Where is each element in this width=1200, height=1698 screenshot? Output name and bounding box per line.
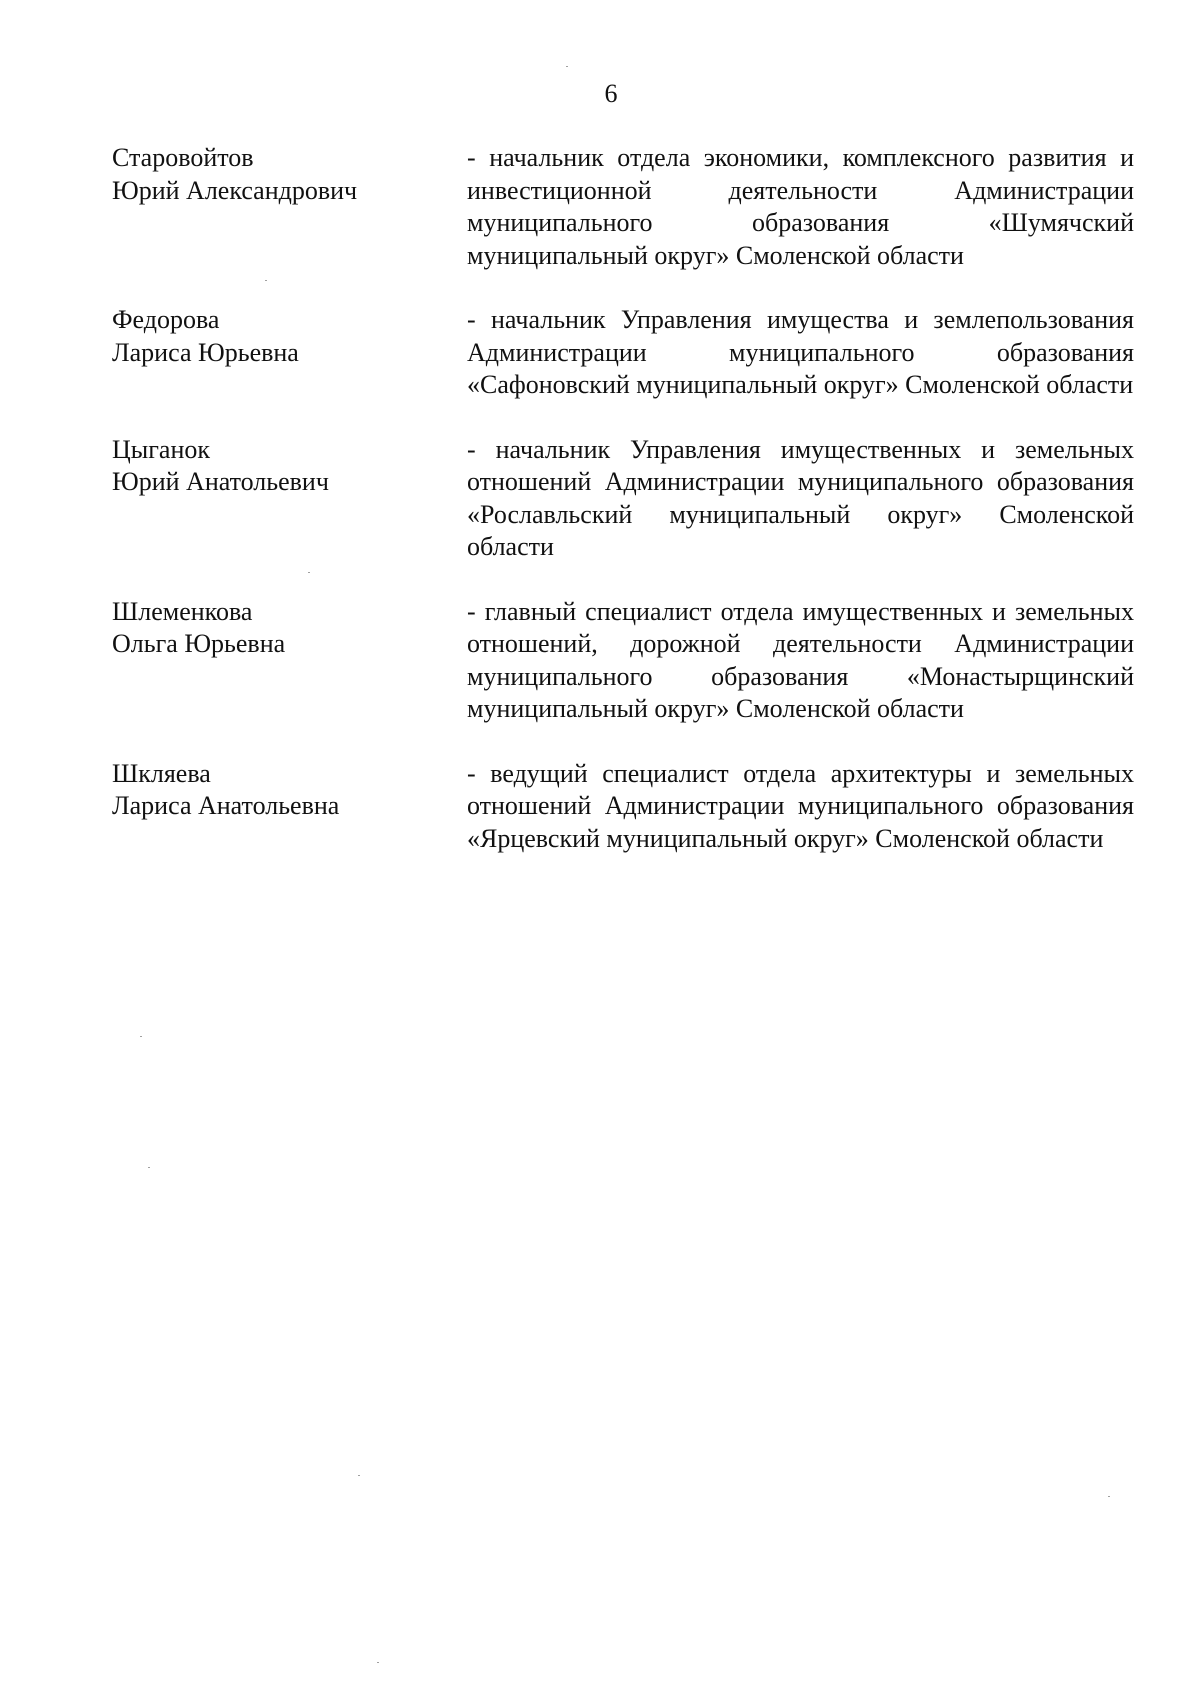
scan-speck — [377, 1662, 379, 1663]
list-item — [112, 304, 1134, 402]
scan-speck — [566, 66, 568, 67]
position-description: - начальник Управления имущественных и земельных отношений Администрации муниципального образования «Рославльский муниципальный округ» Смоленской области — [467, 434, 1134, 561]
surname: Шлеменкова — [112, 596, 253, 626]
surname: Шкляева — [112, 758, 211, 788]
page-number: 6 — [604, 79, 618, 108]
given-names: Лариса Анатольевна — [112, 791, 340, 820]
surname: Старовойтов — [112, 143, 254, 172]
person-name — [112, 596, 467, 661]
surname: Цыганок — [112, 434, 210, 464]
list-item — [112, 434, 1134, 564]
person-name — [112, 758, 467, 823]
list-item — [112, 596, 1134, 726]
scan-speck — [308, 572, 310, 573]
position-description: - начальник Управления имущества и землепользования Администрации муниципального образования «Сафоновский муниципальный округ» Смоленской области — [467, 305, 1134, 399]
given-names: Юрий Александрович — [112, 175, 358, 205]
person-name — [112, 304, 467, 369]
position-description: - начальник отдела экономики, комплексного развития и инвестиционной деятельности Администрации муниципального образования «Шумячский муниципальный округ» Смоленской области — [467, 143, 1134, 270]
scan-speck — [358, 1475, 360, 1476]
position-description: - главный специалист отдела имущественных и земельных отношений, дорожной деятельности Администрации муниципального образования «Монастырщинский муниципальный округ» Смоленской области — [467, 596, 1134, 723]
given-names: Лариса Юрьевна — [112, 337, 299, 367]
position-description: - ведущий специалист отдела архитектуры и земельных отношений Администрации муниципального образования «Ярцевский муниципальный округ» Смоленской области — [467, 758, 1134, 853]
scan-speck — [148, 1167, 150, 1168]
given-names: Юрий Анатольевич — [112, 467, 329, 496]
scan-speck — [265, 280, 267, 281]
person-name — [112, 434, 467, 499]
surname: Федорова — [112, 305, 220, 334]
scan-speck — [1108, 1496, 1110, 1497]
list-item — [112, 758, 1134, 856]
person-name — [112, 142, 467, 207]
scan-speck — [140, 1036, 142, 1037]
given-names: Ольга Юрьевна — [112, 629, 286, 658]
member-list — [112, 142, 1134, 855]
list-item — [112, 142, 1134, 272]
